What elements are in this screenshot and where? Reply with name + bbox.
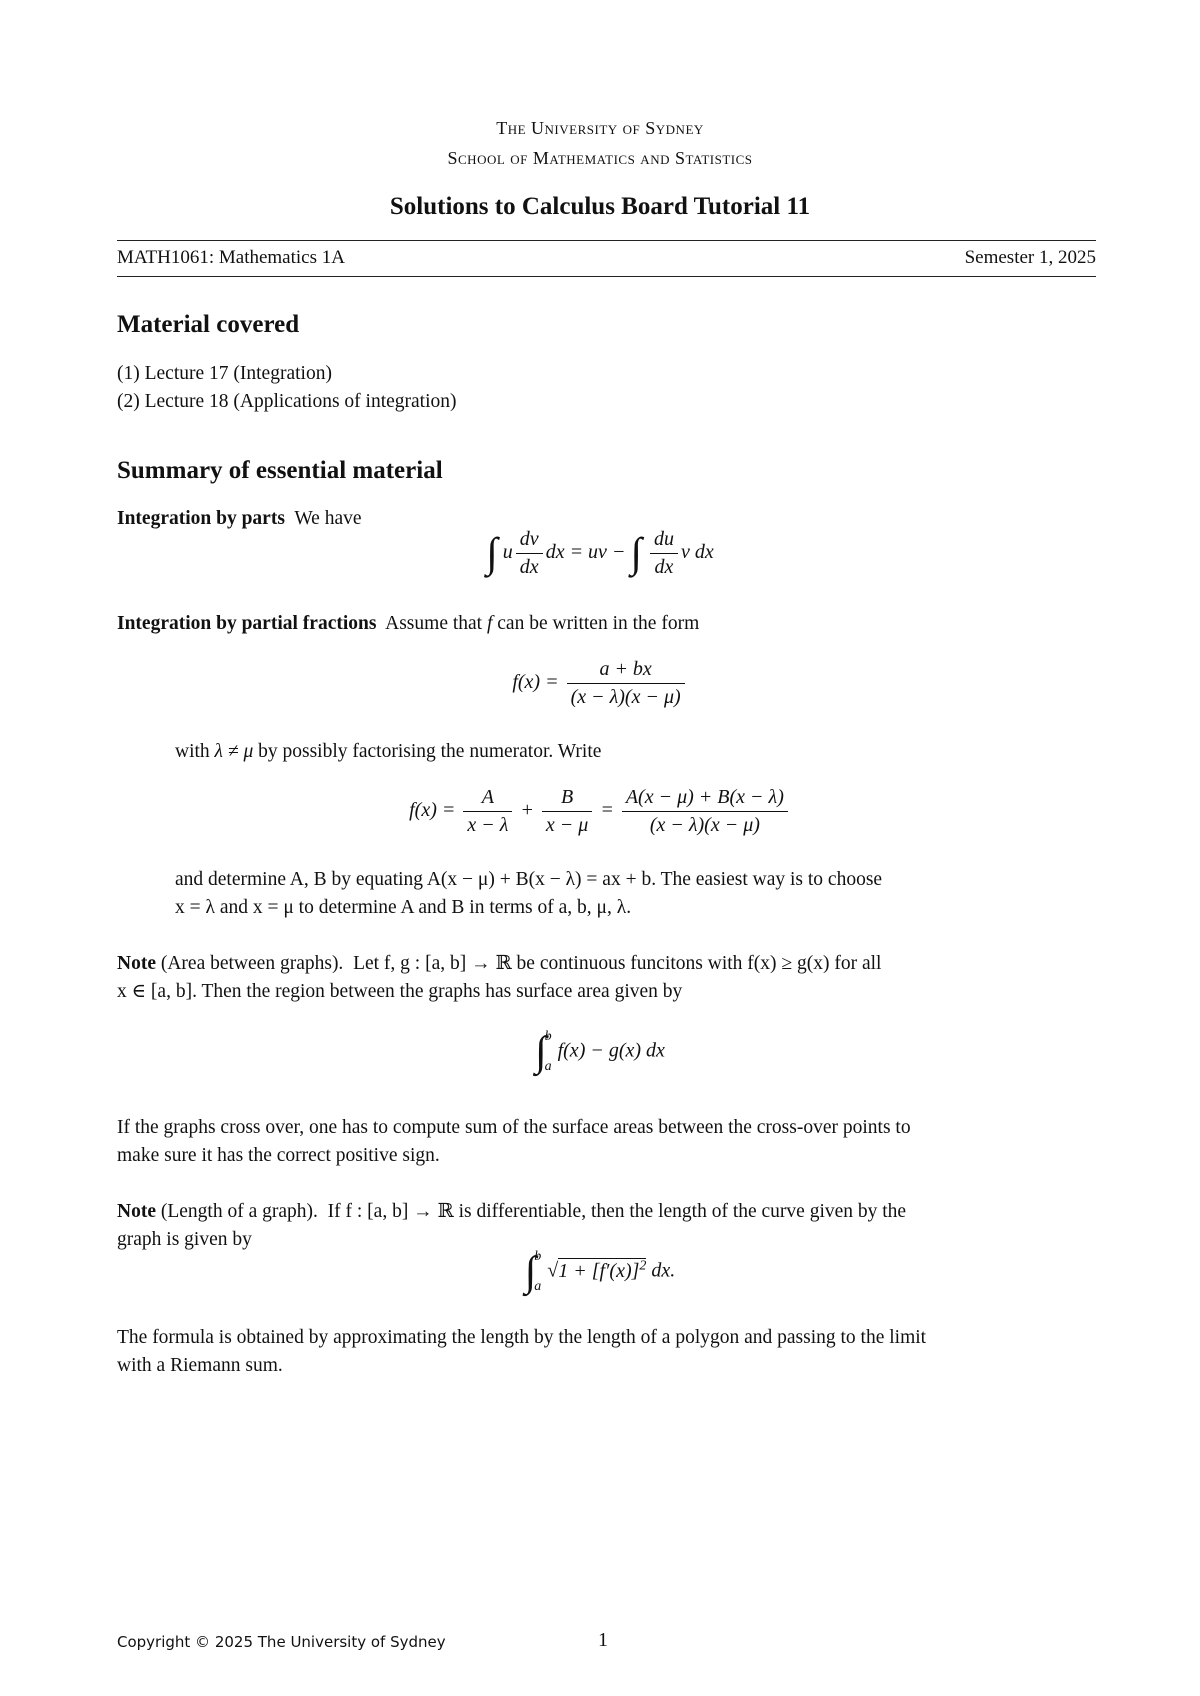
ibp-text: We have <box>294 508 362 529</box>
note-label: Note <box>117 953 156 974</box>
ipf-decomposition-formula: f(x) = $\frac{A}{x - \lambda}$ + $\frac{B}{x - \mu}$ = $\frac{A(x - \mu) + B(x - \lambda)}{(x - \lambda)(x - \mu)}$ <box>0 786 1200 837</box>
note-area-line-2: x ∈ [a, b]. Then the region between the graphs has surface area given by <box>117 981 683 1002</box>
bottom-rule <box>117 276 1096 277</box>
note-area-after-1: If the graphs cross over, one has to compute sum of the surface areas between the cross-over points to <box>117 1117 911 1138</box>
page-number: 1 <box>598 1629 608 1651</box>
ibp-title: Integration by parts <box>117 508 285 529</box>
top-rule <box>117 240 1096 241</box>
material-item-1: (1) Lecture 17 (Integration) <box>117 363 332 384</box>
material-covered-heading: Material covered <box>117 311 300 338</box>
material-item-2: (2) Lecture 18 (Applications of integration) <box>117 391 457 412</box>
university-name: The University of Sydney <box>496 118 704 138</box>
note-area-after-2: make sure it has the correct positive sign. <box>117 1145 440 1166</box>
area-formula: ∫ b a f(x) − g(x) dx <box>535 1029 665 1075</box>
note-length-after-1: The formula is obtained by approximating the length by the length of a polygon and passing to the limit <box>117 1327 927 1348</box>
ipf-determine-line-1: and determine A, B by equating A(x − μ) + B(x − λ) = ax + b. The easiest way is to choose <box>175 869 883 890</box>
ipf-paragraph: Integration by partial fractions Assume that f can be written in the form <box>117 613 700 634</box>
note-area-line-1: Note (Area between graphs). Let f, g : [a, b] → ℝ be continuous funcitons with f(x) ≥ g(x) for all <box>117 953 882 974</box>
note-label: Note <box>117 1201 156 1222</box>
ipf-with-line: with λ ≠ μ by possibly factorising the numerator. Write <box>175 741 602 762</box>
course-code: MATH1061: Mathematics 1A <box>117 247 345 268</box>
ibp-formula: ∫ u $\frac{dv}{dx}$ dx = uv − ∫ $\frac{du}{dx}$ v dx <box>486 528 714 578</box>
arc-length-formula: ∫ b a $√1 + [f'(x)]^2$ dx. <box>524 1249 676 1295</box>
note-length-line-2: graph is given by <box>117 1229 252 1250</box>
document-title: Solutions to Calculus Board Tutorial 11 <box>389 193 811 220</box>
summary-heading: Summary of essential material <box>117 457 443 484</box>
note-length-line-1: Note (Length of a graph). If f : [a, b] → ℝ is differentiable, then the length of the curve given by the <box>117 1201 907 1222</box>
ipf-determine-line-2: x = λ and x = μ to determine A and B in terms of a, b, μ, λ. <box>175 897 632 918</box>
ipf-title: Integration by partial fractions <box>117 613 377 634</box>
school-name: School of Mathematics and Statistics <box>447 148 753 168</box>
semester-label: Semester 1, 2025 <box>964 247 1096 268</box>
note-length-after-2: with a Riemann sum. <box>117 1355 283 1376</box>
ipf-form-formula: f(x) = $\frac{a + bx}{(x - \lambda)(x - \mu)}$ <box>0 658 1200 709</box>
copyright-footer: Copyright © 2025 The University of Sydney <box>117 1633 446 1651</box>
